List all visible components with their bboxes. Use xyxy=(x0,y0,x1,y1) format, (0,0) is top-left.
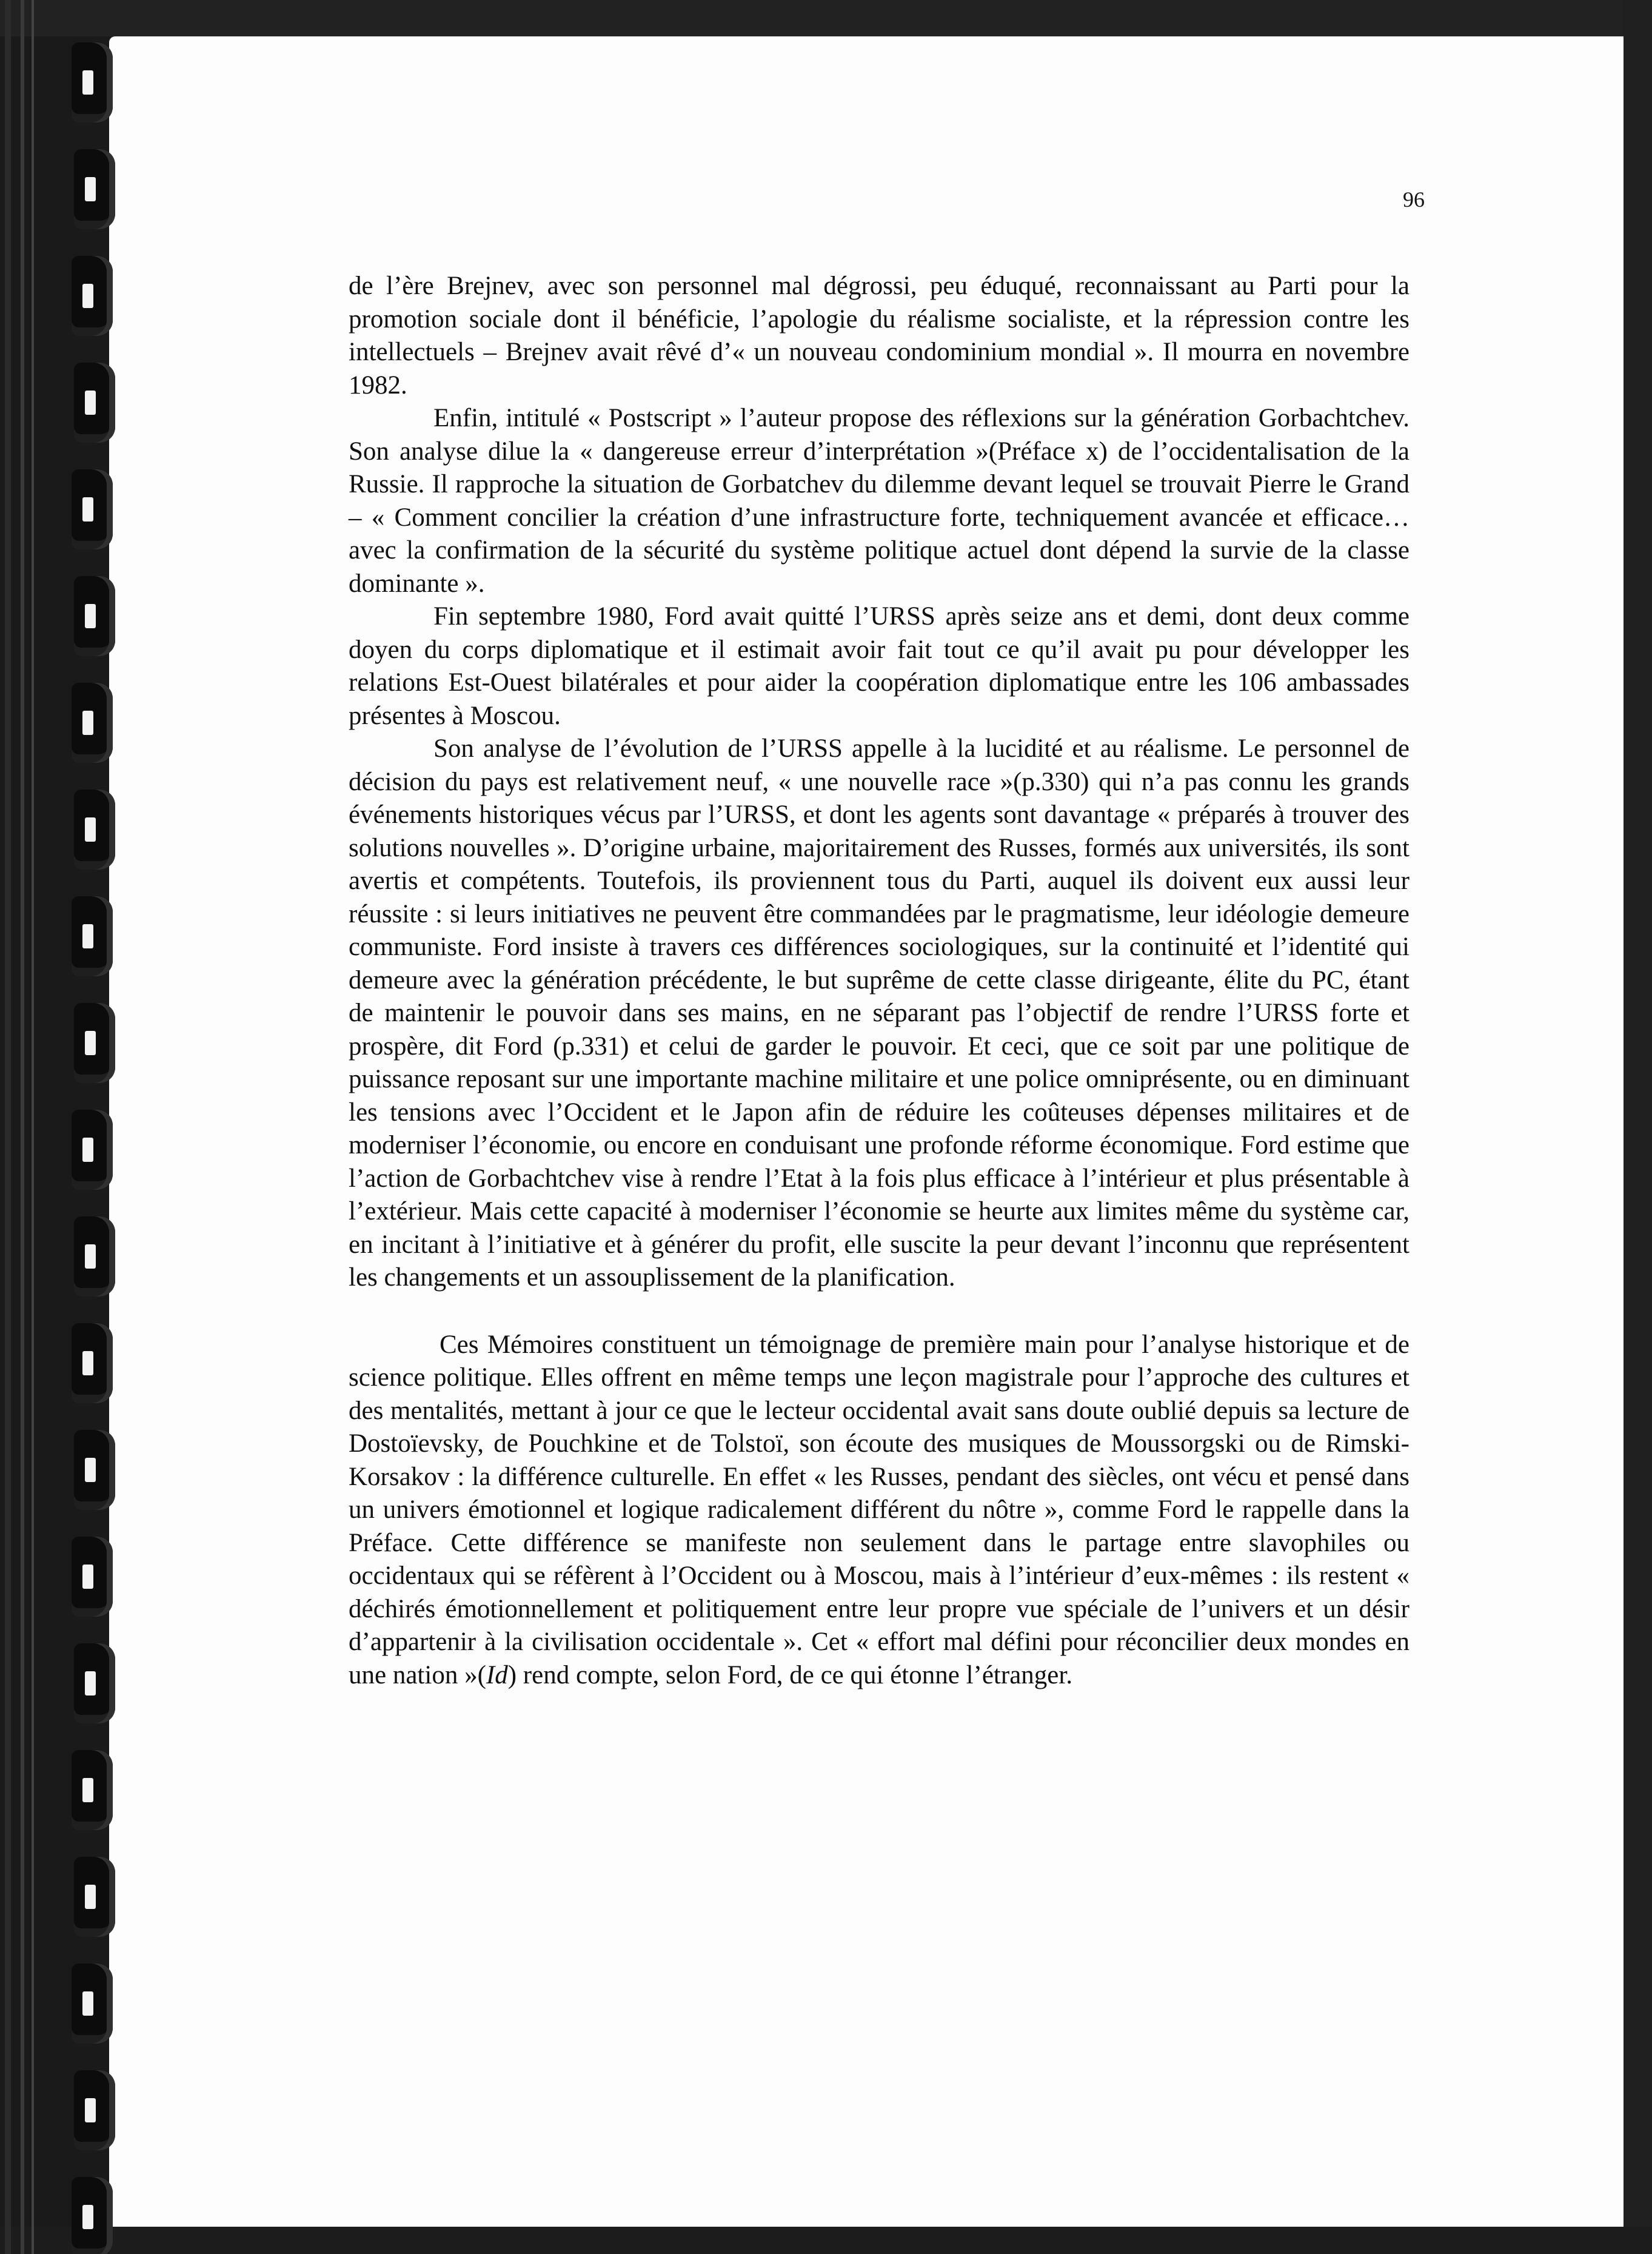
binding-hole xyxy=(82,2205,93,2229)
binding-hole xyxy=(82,1138,93,1162)
binding-hole xyxy=(82,1778,93,1802)
binding-hole xyxy=(82,1565,93,1589)
binding-hole xyxy=(85,1031,96,1055)
binding-hole xyxy=(82,1351,93,1375)
binding-ring xyxy=(72,896,113,976)
binding-ring xyxy=(72,469,113,549)
paragraph-tail: ) rend compte, selon Ford, de ce qui étonne l’étranger. xyxy=(507,1660,1073,1689)
binding-ring xyxy=(72,42,113,122)
binding-ring xyxy=(74,2070,115,2150)
binding-hole xyxy=(85,391,96,415)
binding-ring xyxy=(74,1857,115,1937)
binding-ring xyxy=(74,576,115,656)
binding-hole xyxy=(82,497,93,522)
binding-hole xyxy=(85,1885,96,1909)
binding-ring xyxy=(72,1964,113,2044)
binding-ring xyxy=(74,1216,115,1296)
spiral-binding xyxy=(0,0,121,2254)
paragraph: Son analyse de l’évolution de l’URSS appelle à la lucidité et au réalisme. Le personnel de décision du pays est relativement neuf, « une nouvelle race »(p.330) qui n’a pas connu les grands événements historiques vécus par l’URSS, et dont les agents sont davantage « préparés à trouver des solutions nouvelles ». D’origine urbaine, majoritairement des Russes, formés aux universités, ils sont avertis et compétents. Toutefois, ils proviennent tous du Parti, auquel ils doivent eux aussi leur réussite : si leurs initiatives ne peuvent être commandées par le pragmatisme, leur idéologie demeure communiste. Ford insiste à travers ces différences sociologiques, sur la continuité et l’identité qui demeure avec la génération précédente, le but suprême de cette classe dirigeante, élite du PC, étant de maintenir le pouvoir dans ses mains, en ne séparant pas l’objectif de rendre l’URSS forte et prospère, dit Ford (p.331) et celui de garder le pouvoir. Et ceci, que ce soit par une politique de puissance reposant sur une importante machine militaire et une police omniprésente, ou en diminuant les tensions avec l’Occident et le Japon afin de réduire les coûteuses dépenses militaires et de moderniser l’économie, ou encore en conduisant une profonde réforme économique. Ford estime que l’action de Gorbachtchev vise à rendre l’Etat à la fois plus efficace à l’intérieur et plus présentable à l’extérieur. Mais cette capacité à moderniser l’économie se heurte aux limites même du système car, en incitant à l’initiative et à générer du profit, elle suscite la peur devant l’inconnu que représentent les changements et un assouplissement de la planification. xyxy=(349,734,1410,1292)
binding-spine-inner xyxy=(21,0,24,2254)
binding-ring xyxy=(72,683,113,763)
binding-spine-edge xyxy=(32,0,34,2254)
page-number: 96 xyxy=(1403,187,1425,212)
scan-border-bottom xyxy=(0,2227,1652,2254)
binding-ring xyxy=(72,1537,113,1617)
binding-hole xyxy=(85,817,96,842)
binding-spine xyxy=(5,0,11,2254)
binding-ring xyxy=(74,790,115,870)
binding-ring xyxy=(74,149,115,229)
binding-hole xyxy=(85,604,96,628)
binding-ring xyxy=(72,2177,113,2254)
binding-ring xyxy=(72,1750,113,1830)
binding-hole xyxy=(85,2098,96,2122)
binding-ring xyxy=(72,256,113,336)
paragraph-conclusion xyxy=(349,1329,1410,1692)
binding-ring xyxy=(74,1003,115,1083)
paragraph: Enfin, intitulé « Postscript » l’auteur propose des réflexions sur la génération Gorbachtchev. Son analyse dilue la « dangereuse erreur d’interprétation »(Préface x) de l’occidentalisation de la Russie. Il rapproche la situation de Gorbatchev du dilemme devant lequel se trouvait Pierre le Grand – « Comment concilier la création d’une infrastructure forte, techniquement avancée et efficace…avec la confirmation de la sécurité du système politique actuel dont dépend la survie de la classe dominante ». xyxy=(349,404,1410,598)
binding-ring xyxy=(74,1643,115,1723)
paragraph: Fin septembre 1980, Ford avait quitté l’URSS après seize ans et demi, dont deux comme doyen du corps diplomatique et il estimait avoir fait tout ce qu’il avait pu pour développer les relations Est-Ouest bilatérales et pour aider la coopération diplomatique entre les 106 ambassades présentes à Moscou. xyxy=(349,602,1410,730)
scan-border-right xyxy=(1624,0,1652,2254)
binding-hole xyxy=(82,284,93,308)
binding-ring xyxy=(72,1323,113,1403)
binding-ring xyxy=(72,1110,113,1190)
paragraph: de l’ère Brejnev, avec son personnel mal dégrossi, peu éduqué, reconnaissant au Parti pour la promotion sociale dont il bénéficie, l’apologie du réalisme socialiste, et la répression contre les intellectuels – Brejnev avait rêvé d’« un nouveau condominium mondial ». Il mourra en novembre 1982. xyxy=(349,272,1410,400)
binding-hole xyxy=(85,1671,96,1696)
document-body xyxy=(349,270,1410,1692)
binding-hole xyxy=(85,1244,96,1269)
scan-border-top xyxy=(0,0,1652,36)
binding-hole xyxy=(82,70,93,95)
binding-hole xyxy=(82,1991,93,2016)
binding-ring xyxy=(74,1430,115,1510)
binding-hole xyxy=(85,1458,96,1482)
binding-hole xyxy=(82,924,93,948)
binding-hole xyxy=(85,177,96,201)
citation-abbreviation: Id xyxy=(486,1660,508,1689)
binding-ring xyxy=(74,363,115,443)
binding-hole xyxy=(82,711,93,735)
paragraph-text: Ces Mémoires constituent un témoignage de première main pour l’analyse historique et de science politique. Elles offrent en même temps une leçon magistrale pour l’approche des cultures et des mentalités, mettant à jour ce que le lecteur occidental avait sans doute oublié depuis sa lecture de Dostoïevsky, de Pouchkine et de Tolstoï, son écoute des musiques de Moussorgski ou de Rimski-Korsakov : la différence culturelle. En effet « les Russes, pendant des siècles, ont vécu et pensé dans un univers émotionnel et logique radicalement différent du nôtre », comme Ford le rappelle dans la Préface. Cette différence se manifeste non seulement dans le partage entre slavophiles ou occidentaux qui se réfèrent à l’Occident ou à Moscou, mais à l’intérieur d’eux-mêmes : ils restent « déchirés émotionnellement et politiquement entre leur propre vue spéciale de l’univers et un désir d’appartenir à la civilisation occidentale ». Cet « effort mal défini pour réconcilier deux mondes en une nation »( xyxy=(349,1330,1410,1689)
